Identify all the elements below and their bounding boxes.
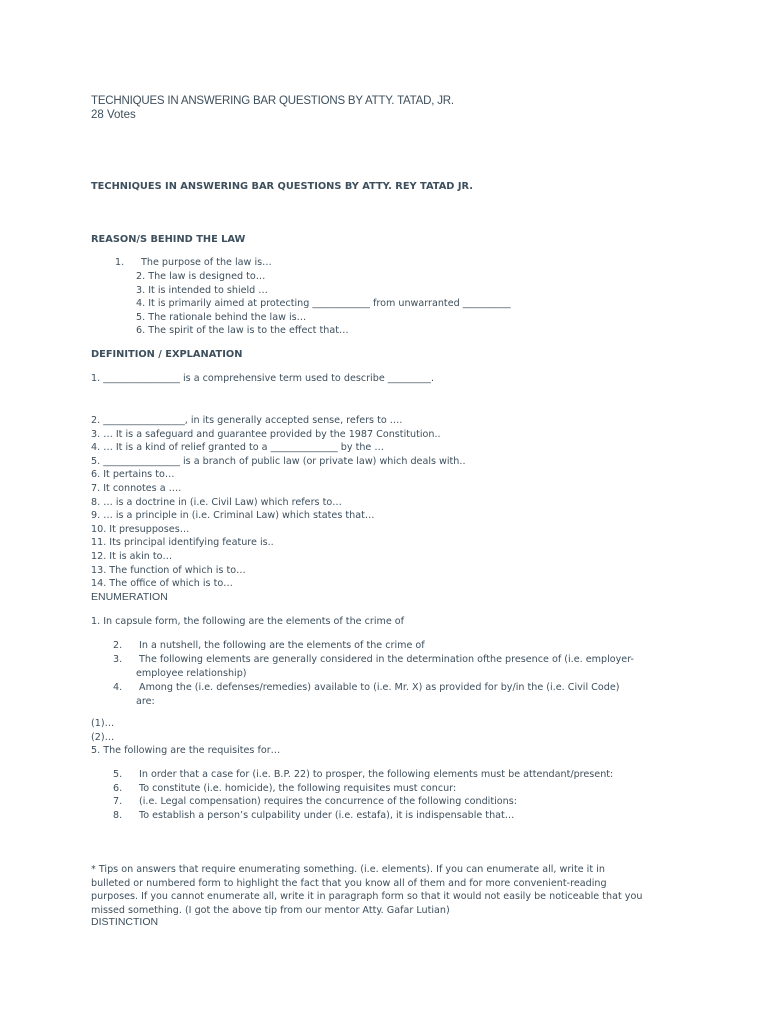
definition-item: 7. It connotes a …. (91, 483, 182, 494)
reason-item-1 (115, 256, 272, 270)
definition-item: 6. It pertains to… (91, 469, 175, 481)
definition-item: 14. The office of which is to… (91, 578, 233, 590)
section-heading-enumeration: ENUMERATION (91, 591, 168, 603)
definition-item: 2. _________________, in its generally accepted sense, refers to …. (91, 415, 403, 426)
definition-item: 12. It is akin to… (91, 551, 173, 562)
definition-item: 9. … is a principle in (i.e. Criminal Law) which states that… (91, 510, 375, 522)
definition-item: 3. … It is a safeguard and guarantee provided by the 1987 Constitution.. (91, 428, 441, 440)
list-number: 8. (113, 809, 123, 821)
enumeration-line: (1)… (91, 718, 115, 729)
document-header-title: TECHNIQUES IN ANSWERING BAR QUESTIONS BY ATTY. TATAD, JR. (91, 95, 454, 107)
reason-item: 2. The law is designed to… (136, 271, 266, 282)
section-heading-definition: DEFINITION / EXPLANATION (91, 349, 243, 360)
document-main-title: TECHNIQUES IN ANSWERING BAR QUESTIONS BY ATTY. REY TATAD JR. (91, 181, 473, 192)
tip-line: bulleted or numbered form to highlight the fact that you know all of them and for more convenient-reading (91, 877, 607, 889)
list-text: To constitute (i.e. homicide), the following requisites must concur: (139, 782, 457, 794)
section-heading-reason: REASON/S BEHIND THE LAW (91, 234, 246, 245)
enumeration-subitem (113, 782, 456, 796)
enumeration-subitem (113, 653, 634, 667)
list-number: 2. (113, 640, 123, 651)
definition-item: 10. It presupposes… (91, 523, 190, 535)
enumeration-subitem-continuation: are: (136, 695, 155, 707)
reason-item: 3. It is intended to shield … (136, 284, 268, 296)
reason-item: 6. The spirit of the law is to the effect that… (136, 325, 349, 336)
reason-item: 5. The rationale behind the law is… (136, 311, 307, 323)
enumeration-item-1: 1. In capsule form, the following are the elements of the crime of (91, 616, 405, 627)
definition-item: 5. ________________ is a branch of public law (or private law) which deals with.. (91, 455, 466, 467)
definition-item: 13. The function of which is to… (91, 564, 246, 576)
list-number: 1. (115, 257, 125, 268)
definition-item: 8. … is a doctrine in (i.e. Civil Law) which refers to… (91, 496, 342, 508)
tip-line: * Tips on answers that require enumerating something. (i.e. elements). If you can enumerate all, write it in (91, 864, 605, 875)
list-text: The purpose of the law is… (141, 257, 272, 268)
definition-item: 4. … It is a kind of relief granted to a ______________ by the … (91, 442, 384, 454)
list-number: 6. (113, 782, 123, 794)
enumeration-line: 5. The following are the requisites for… (91, 745, 281, 756)
vote-count: 28 Votes (91, 109, 136, 121)
enumeration-subitem (113, 809, 514, 823)
list-text: Among the (i.e. defenses/remedies) available to (i.e. Mr. X) as provided for by/in the (i.e. Civil Code) (139, 682, 620, 693)
list-text: (i.e. Legal compensation) requires the concurrence of the following conditions: (139, 796, 517, 808)
enumeration-subitem (113, 639, 425, 653)
enumeration-subitem (113, 681, 619, 695)
list-number: 3. (113, 654, 123, 665)
list-number: 5. (113, 769, 123, 780)
enumeration-subitem-continuation: employee relationship) (136, 667, 247, 679)
definition-item-1: 1. ________________ is a comprehensive term used to describe _________. (91, 373, 434, 384)
list-text: To establish a person’s culpability under (i.e. estafa), it is indispensable that… (139, 809, 515, 821)
tip-line: missed something. (I got the above tip from our mentor Atty. Gafar Lutian) (91, 904, 450, 916)
definition-item: 11. Its principal identifying feature is.. (91, 537, 274, 549)
enumeration-subitem (113, 768, 613, 782)
tip-line: purposes. If you cannot enumerate all, write it in paragraph form so that it would not easily be noticeable that you (91, 891, 643, 902)
list-text: In a nutshell, the following are the elements of the crime of (139, 640, 425, 651)
list-text: In order that a case for (i.e. B.P. 22) to prosper, the following elements must be attendant/present: (139, 769, 614, 780)
reason-item: 4. It is primarily aimed at protecting ____________ from unwarranted __________ (136, 298, 511, 309)
section-heading-distinction: DISTINCTION (91, 916, 159, 928)
list-number: 4. (113, 682, 123, 693)
list-number: 7. (113, 796, 123, 808)
enumeration-line: (2)… (91, 732, 115, 743)
enumeration-subitem (113, 795, 517, 809)
list-text: The following elements are generally considered in the determination ofthe presence of (i.e. employer- (139, 654, 634, 665)
